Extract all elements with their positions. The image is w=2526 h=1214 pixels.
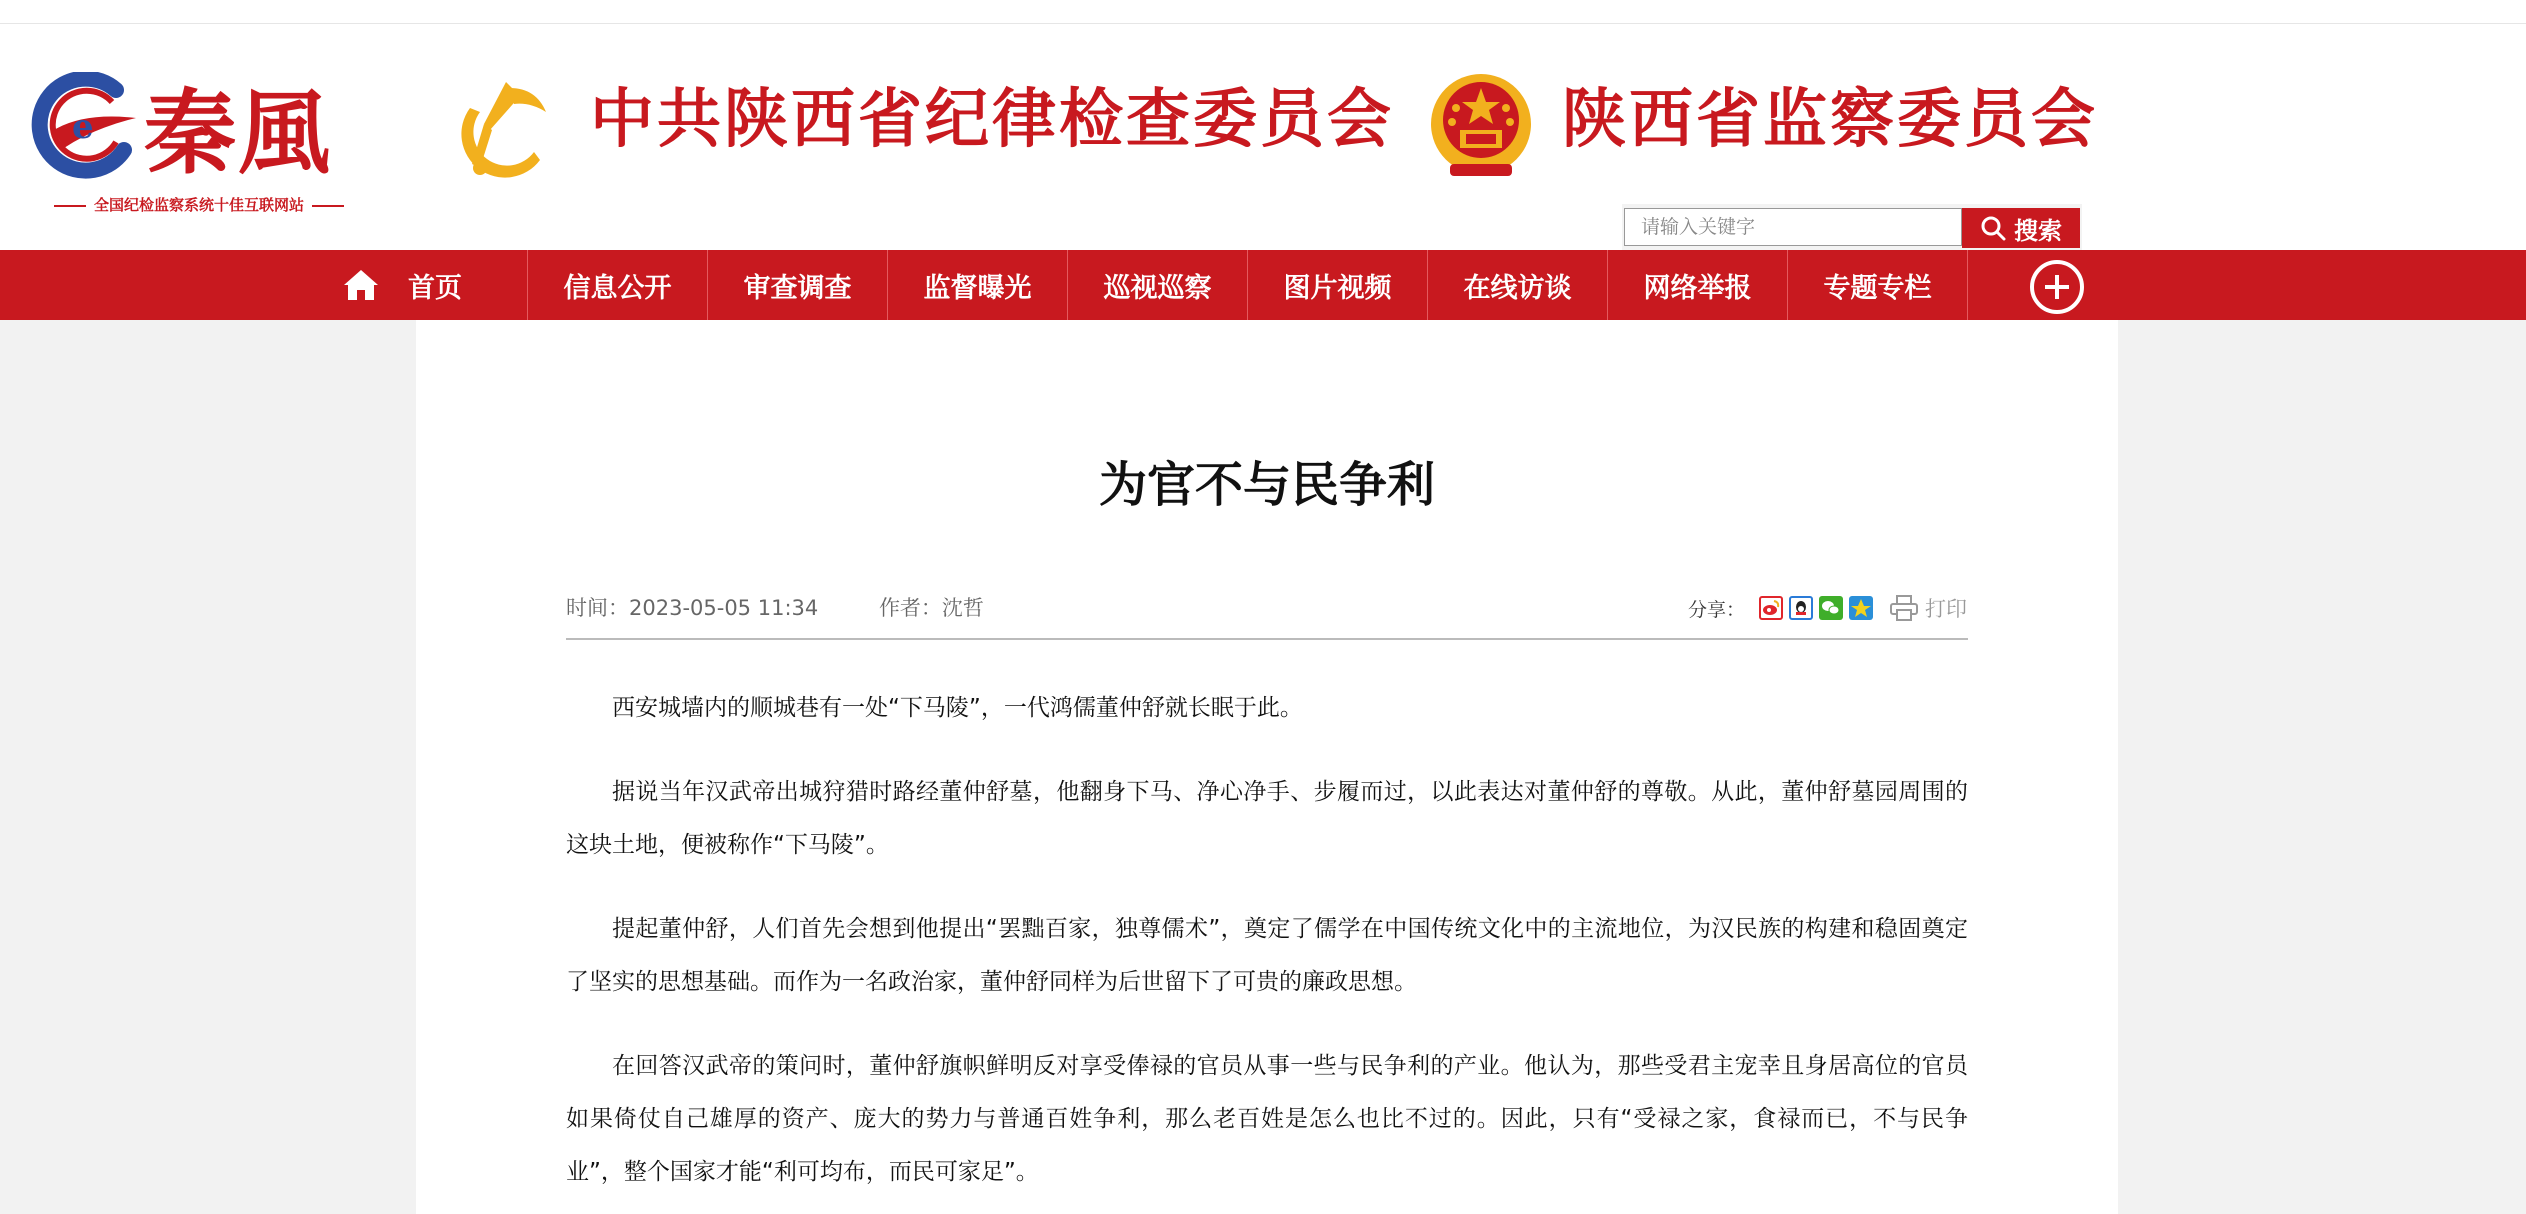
article-paragraph: 在回答汉武帝的策问时，董仲舒旗帜鲜明反对享受俸禄的官员从事一些与民争利的产业。他认为，那些受君主宠幸且身居高位的官员如果倚仗自己雄厚的资产、庞大的势力与普通百姓争利，那么老百姓是怎么也比不过的。因此，只有“受禄之家，食禄而已，不与民争业”，整个国家才能“利可均布，而民可家足”。 [566, 1053, 1968, 1185]
search-button-label: 搜索 [2014, 216, 2062, 245]
article-body [566, 682, 1968, 1214]
logo-slogan: 全国纪检监察系统十佳互联网站 [14, 194, 384, 215]
site-logo[interactable] [14, 50, 384, 220]
article-paragraph: 西安城墙内的顺城巷有一处“下马陵”，一代鸿儒董仲舒就长眠于此。 [612, 695, 1303, 721]
nav-item-home[interactable] [342, 250, 528, 320]
meta-divider [566, 638, 1968, 640]
top-strip [0, 0, 2526, 24]
main-nav [0, 250, 2526, 320]
qq-icon[interactable] [1789, 596, 1813, 620]
article-container [416, 320, 2118, 1214]
article-title: 为官不与民争利 [1098, 457, 1435, 513]
share-bar [1688, 588, 1967, 628]
svg-text:e: e [72, 107, 94, 147]
print-label: 打印 [1925, 597, 1968, 621]
search-input[interactable] [1624, 208, 1962, 246]
wechat-icon[interactable] [1819, 596, 1843, 620]
cpc-discipline-commission-title: 中共陕西省纪律检查委员会 [590, 82, 1394, 157]
print-button[interactable] [1889, 593, 1967, 623]
nav-item-online-report[interactable]: 网络举报 [1608, 250, 1788, 320]
share-label: 分享： [1688, 598, 1746, 621]
national-emblem-icon [1426, 68, 1536, 184]
nav-item-supervision-exposure[interactable]: 监督曝光 [888, 250, 1068, 320]
printer-icon [1889, 594, 1919, 622]
nav-item-label: 首页 [408, 272, 462, 304]
party-emblem-icon [450, 68, 560, 184]
search-button[interactable] [1962, 208, 2080, 248]
search-bar [1622, 204, 2082, 250]
nav-item-online-interview[interactable]: 在线访谈 [1428, 250, 1608, 320]
article-paragraph: 提起董仲舒，人们首先会想到他提出“罢黜百家，独尊儒术”，奠定了儒学在中国传统文化中的主流地位，为汉民族的构建和稳固奠定了坚实的思想基础。而作为一名政治家，董仲舒同样为后世留下了可贵的廉政思想。 [566, 916, 1968, 995]
qzone-icon[interactable] [1849, 596, 1873, 620]
qinfeng-logo-icon [24, 72, 144, 182]
nav-item-special-topics[interactable]: 专题专栏 [1788, 250, 1968, 320]
nav-item-info-disclosure[interactable]: 信息公开 [528, 250, 708, 320]
article-meta [566, 592, 1038, 622]
nav-item-inspection[interactable]: 巡视巡察 [1068, 250, 1248, 320]
home-icon [342, 267, 380, 303]
plus-circle-icon[interactable] [2030, 260, 2084, 314]
article-author: 作者：沈哲 [878, 596, 984, 620]
article-paragraph: 据说当年汉武帝出城狩猎时路经董仲舒墓，他翻身下马、净心净手、步履而过，以此表达对董仲舒的尊敬。从此，董仲舒墓园周围的这块土地，便被称作“下马陵”。 [566, 779, 1968, 858]
nav-item-review-investigation[interactable]: 审查调查 [708, 250, 888, 320]
search-icon [1980, 215, 2006, 241]
logo-text: 秦風 [144, 79, 333, 187]
site-header [0, 24, 2526, 250]
article-time: 时间：2023-05-05 11:34 [566, 596, 819, 620]
weibo-icon[interactable] [1759, 596, 1783, 620]
nav-item-photo-video[interactable]: 图片视频 [1248, 250, 1428, 320]
supervision-commission-title: 陕西省监察委员会 [1562, 82, 2098, 157]
